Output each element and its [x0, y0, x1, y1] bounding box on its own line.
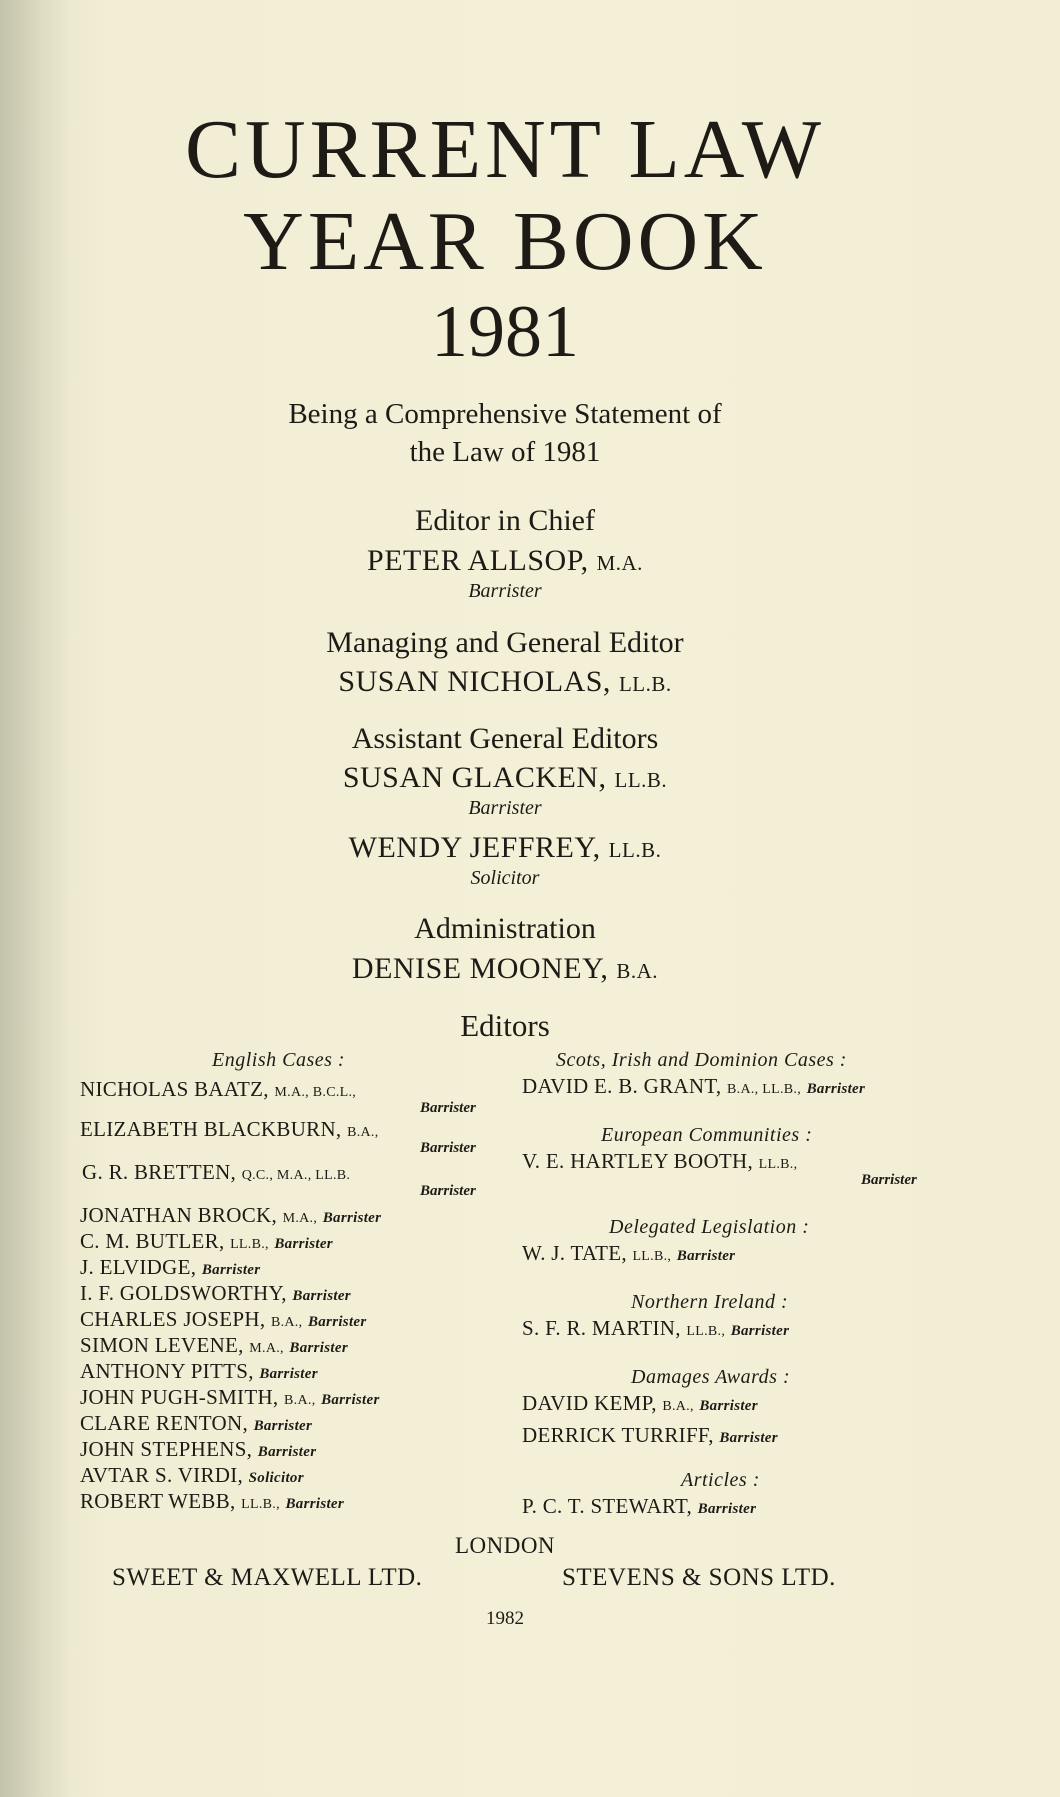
managing-editor-name [100, 665, 910, 699]
editor-name: AVTAR S. VIRDI, [80, 1463, 244, 1487]
right-editor-7 [522, 1494, 756, 1519]
left-editor-15 [80, 1489, 344, 1514]
editor-in-chief-name [100, 544, 910, 578]
european-communities-category: European Communities : [601, 1124, 813, 1146]
assistant-editor-1-note: Barrister [468, 797, 542, 819]
editor-status: Barrister [292, 1288, 351, 1304]
left-editor-1-status: Barrister [420, 1100, 476, 1116]
editor-degree: M.A., B.C.L., [274, 1085, 357, 1100]
editor-name: CLARE RENTON, [80, 1411, 249, 1435]
editor-status: Barrister [699, 1398, 758, 1414]
person-degree: M.A. [596, 551, 643, 575]
left-editor-11 [80, 1385, 380, 1410]
editor-status: Barrister [259, 1366, 318, 1382]
english-cases-category: English Cases : [212, 1049, 346, 1071]
editor-status: Solicitor [248, 1470, 304, 1486]
right-editor-5 [522, 1391, 758, 1416]
editor-degree: M.A., [282, 1211, 318, 1226]
left-editor-6 [80, 1255, 260, 1280]
title-year: 1981 [431, 291, 579, 373]
editor-degree: B.A., [284, 1393, 316, 1408]
managing-editor-role: Managing and General Editor [326, 626, 684, 659]
title-line-2: YEAR BOOK [243, 195, 767, 288]
left-editor-8 [80, 1307, 367, 1332]
right-editor-3 [522, 1241, 735, 1266]
left-editor-3 [82, 1160, 350, 1185]
left-editor-2-status: Barrister [420, 1140, 476, 1156]
editor-name: JOHN PUGH-SMITH, [80, 1385, 279, 1409]
articles-category: Articles : [681, 1469, 760, 1491]
editor-name: W. J. TATE, [522, 1241, 627, 1265]
editor-degree: M.A., [249, 1341, 284, 1356]
person-degree: LL.B. [614, 768, 668, 792]
editor-name: P. C. T. STEWART, [522, 1494, 693, 1518]
editor-degree: Q.C., M.A., LL.B. [241, 1168, 351, 1183]
editor-degree: B.A., LL.B., [727, 1082, 802, 1097]
editors-heading: Editors [460, 1008, 550, 1043]
right-editor-6 [522, 1423, 778, 1448]
editor-name: G. R. BRETTEN, [82, 1160, 237, 1184]
right-editor-2-status: Barrister [861, 1172, 917, 1188]
person-name: DENISE MOONEY, [351, 952, 609, 985]
assistant-editors-role: Assistant General Editors [351, 722, 659, 755]
editor-status: Barrister [719, 1430, 778, 1446]
editor-degree: B.A., [347, 1125, 379, 1140]
editor-status: Barrister [806, 1081, 866, 1097]
editor-status: Barrister [253, 1418, 313, 1434]
editor-in-chief-role: Editor in Chief [415, 504, 595, 537]
editor-degree: LL.B., [758, 1157, 798, 1172]
title-line-1: CURRENT LAW [184, 103, 826, 196]
editor-name: DERRICK TURRIFF, [522, 1423, 714, 1447]
editor-degree: LL.B., [632, 1249, 672, 1264]
publisher-left: SWEET & MAXWELL LTD. [112, 1564, 423, 1591]
editor-degree: LL.B., [241, 1497, 280, 1512]
editor-status: Barrister [321, 1392, 380, 1408]
editor-name: C. M. BUTLER, [80, 1229, 225, 1253]
editor-name: ELIZABETH BLACKBURN, [80, 1117, 342, 1141]
editor-status: Barrister [676, 1248, 736, 1264]
person-name: SUSAN NICHOLAS, [338, 665, 611, 698]
editor-status: Barrister [257, 1444, 317, 1460]
left-editor-7 [80, 1281, 351, 1306]
editor-in-chief-note: Barrister [468, 580, 542, 602]
scots-irish-dominion-category: Scots, Irish and Dominion Cases : [556, 1049, 847, 1071]
editor-name: DAVID E. B. GRANT, [522, 1074, 722, 1098]
damages-awards-category: Damages Awards : [631, 1366, 791, 1388]
right-editor-2 [522, 1149, 797, 1174]
right-editor-1 [522, 1074, 865, 1099]
editor-name: NICHOLAS BAATZ, [80, 1077, 269, 1101]
administration-name [100, 952, 910, 986]
subtitle-line-2: the Law of 1981 [409, 436, 601, 468]
editor-name: DAVID KEMP, [522, 1391, 657, 1415]
person-degree: B.A. [616, 959, 659, 983]
assistant-editor-1-name [100, 761, 910, 795]
right-editor-4 [522, 1316, 789, 1341]
editor-status: Barrister [307, 1314, 367, 1330]
editor-status: Barrister [289, 1340, 348, 1356]
editor-name: ANTHONY PITTS, [80, 1359, 254, 1383]
person-degree: LL.B. [608, 838, 662, 862]
editor-status: Barrister [322, 1210, 382, 1226]
left-editor-12 [80, 1411, 312, 1436]
person-name: WENDY JEFFREY, [348, 831, 601, 864]
editor-name: SIMON LEVENE, [80, 1333, 244, 1357]
editor-degree: LL.B., [686, 1324, 726, 1339]
editor-name: CHARLES JOSEPH, [80, 1307, 266, 1331]
editor-name: J. ELVIDGE, [80, 1255, 197, 1279]
person-name: SUSAN GLACKEN, [342, 761, 607, 794]
publisher-right: STEVENS & SONS LTD. [562, 1564, 836, 1591]
editor-degree: B.A., [662, 1399, 694, 1414]
left-editor-9 [80, 1333, 348, 1358]
left-editor-3-status: Barrister [420, 1183, 476, 1199]
left-editor-13 [80, 1437, 316, 1462]
publisher-year: 1982 [486, 1608, 524, 1629]
page-gutter-shadow [0, 0, 70, 1797]
left-editor-14 [80, 1463, 304, 1488]
editor-name: S. F. R. MARTIN, [522, 1316, 681, 1340]
left-editor-2 [80, 1117, 379, 1142]
editor-name: I. F. GOLDSWORTHY, [80, 1281, 287, 1305]
left-editor-5 [80, 1229, 333, 1254]
editor-status: Barrister [697, 1501, 757, 1517]
publisher-city: LONDON [454, 1533, 556, 1558]
subtitle-line-1: Being a Comprehensive Statement of [288, 398, 722, 430]
editor-status: Barrister [201, 1262, 261, 1278]
assistant-editor-2-name [100, 831, 910, 865]
left-editor-1 [80, 1077, 356, 1102]
person-name: PETER ALLSOP, [367, 544, 589, 577]
editor-name: V. E. HARTLEY BOOTH, [522, 1149, 754, 1173]
editor-status: Barrister [730, 1323, 790, 1339]
delegated-legislation-category: Delegated Legislation : [609, 1216, 810, 1238]
editor-name: JONATHAN BROCK, [80, 1203, 278, 1227]
administration-role: Administration [414, 912, 596, 945]
editor-degree: LL.B., [230, 1237, 269, 1252]
editor-name: JOHN STEPHENS, [80, 1437, 253, 1461]
person-degree: LL.B. [618, 672, 672, 696]
assistant-editor-2-note: Solicitor [470, 867, 540, 889]
editor-status: Barrister [285, 1496, 345, 1512]
editor-status: Barrister [274, 1236, 333, 1252]
northern-ireland-category: Northern Ireland : [631, 1291, 789, 1313]
left-editor-4 [80, 1203, 381, 1228]
editor-degree: B.A., [270, 1315, 303, 1330]
left-editor-10 [80, 1359, 318, 1384]
editor-name: ROBERT WEBB, [80, 1489, 236, 1513]
